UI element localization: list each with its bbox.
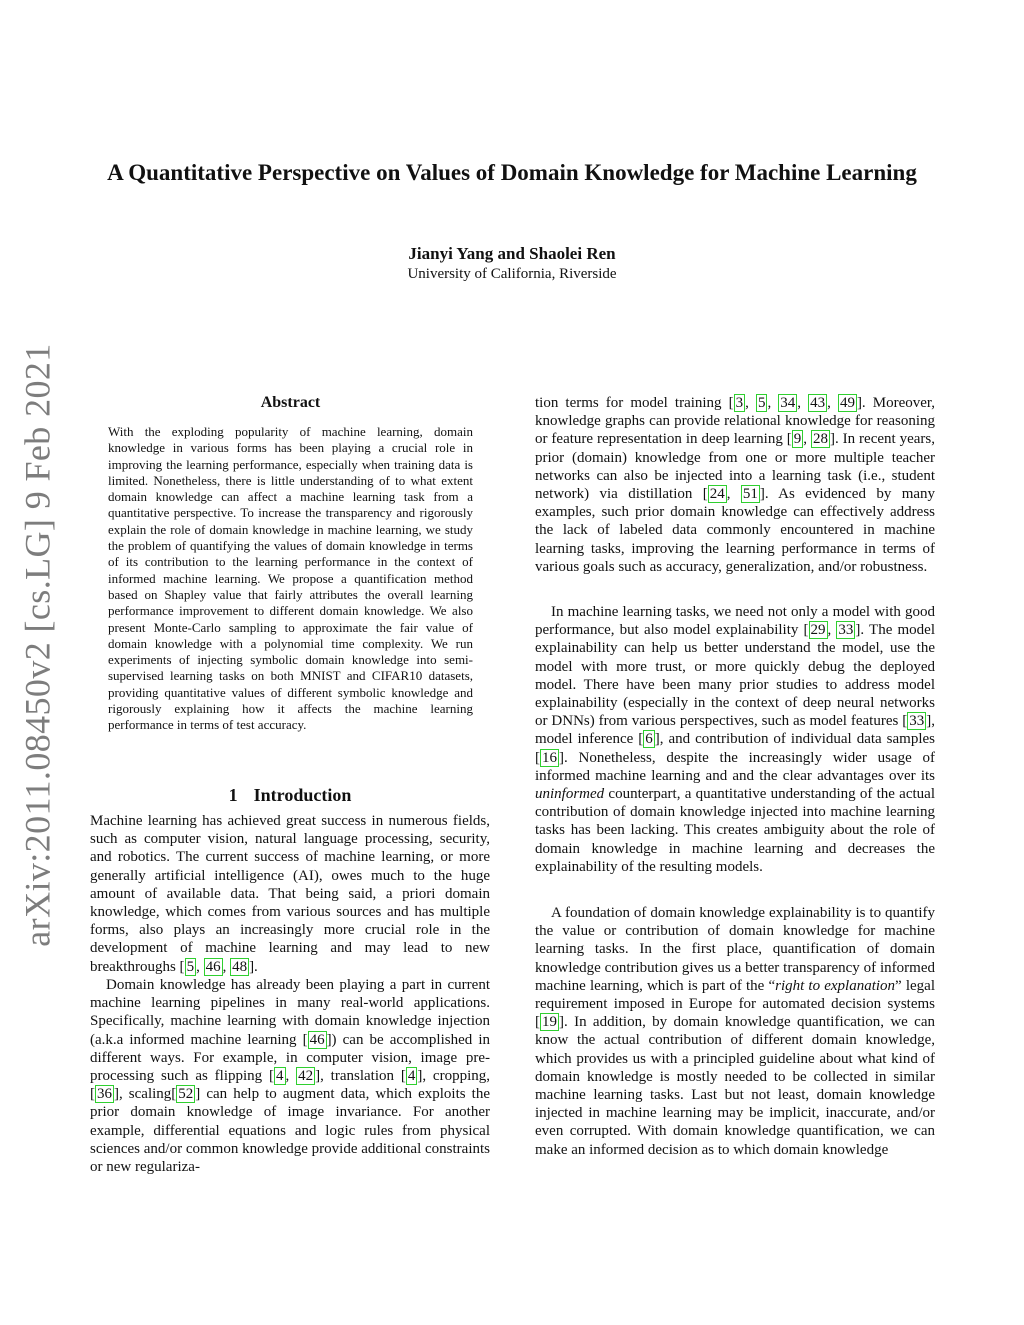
citation-link[interactable]: 42 [298, 1068, 314, 1085]
intro-paragraph-4 [535, 904, 935, 1159]
text-run: ]) can be accomplished in different ways. For example, in computer vision, image pre-processing such as flipping [ [90, 1031, 490, 1085]
citation-link[interactable]: 19 [542, 1014, 557, 1031]
citation-link[interactable]: 24 [709, 486, 725, 503]
citation-link[interactable]: 5 [757, 395, 766, 411]
section-heading-introduction [90, 785, 490, 806]
citation-link[interactable]: 48 [232, 958, 248, 975]
text-run: A foundation of domain knowledge explainability is to quantify the value or contribution of domain knowledge for machine learning tasks. In the first place, quantification of domain knowledge contribution gives us a better transparency of informed machine learning, which is part of the “ [535, 905, 935, 994]
citation-link[interactable]: 28 [812, 431, 828, 448]
citation-link[interactable]: 52 [178, 1086, 194, 1103]
citation-link[interactable]: 3 [735, 395, 744, 411]
citation-link[interactable]: 43 [810, 395, 826, 411]
text-run: ], model inference [ [535, 713, 935, 748]
text-run: ]. As evidenced by many examples, such prior domain knowledge can effectively address the lack of labeled data commonly encountered in machine learning tasks, improving the learning performance in terms of various goals such as accuracy, generalization, and/or robustness. [535, 486, 936, 575]
citation-link[interactable]: 5 [186, 958, 195, 975]
emphasis: uninformed [535, 786, 605, 803]
text-run: , [803, 431, 811, 448]
citation-link[interactable]: 49 [839, 395, 855, 411]
text-run: , [767, 395, 779, 411]
paper-authors: Jianyi Yang and Shaolei Ren [408, 244, 616, 263]
text-run: ]. The model explainability can help us better understand the model, use the model with more trust, or more quickly debug the deployed model. There have been many prior studies to address model explainability (especially in the context of deep neural networks or DNNs) from various perspectives, such as model features [ [535, 622, 935, 730]
text-run: , [745, 395, 756, 411]
citation-link[interactable]: 6 [645, 731, 653, 748]
citation-link[interactable]: 33 [909, 713, 925, 730]
text-run: In machine learning tasks, we need not only a model with good performance, but also model explainability [ [535, 604, 935, 639]
text-run: ], and contribution of individual data samples [ [535, 731, 936, 766]
text-run: ]. [249, 958, 258, 975]
text-run: ], translation [ [315, 1068, 406, 1085]
citation-link[interactable]: 46 [309, 1031, 325, 1048]
text-run: , [196, 958, 204, 975]
intro-paragraph-2-continued [535, 394, 935, 576]
citation-link[interactable]: 16 [542, 749, 557, 766]
text-run: , [726, 486, 741, 503]
text-run: Domain knowledge has already been playing a part in current machine learning pipelines in many real-world applications. Specifically, machine learning with domain knowledge injection (a.k.a informed machine learning [ [90, 977, 490, 1048]
intro-paragraph-1 [90, 812, 490, 976]
arxiv-identifier [10, 343, 66, 947]
citation-link[interactable]: 29 [810, 622, 826, 639]
text-run: tion terms for model training [ [535, 395, 734, 411]
intro-paragraph-3 [535, 603, 935, 876]
text-run: ] can help to augment data, which exploits the prior domain knowledge of image invariance. For another example, differential equations and logic rules from physical sciences and/or common knowledge provide additional constraints or new regulariza- [90, 1086, 490, 1176]
text-run: ]. Moreover, knowledge graphs can provide relational knowledge for reasoning or feature representation in deep learning [ [535, 395, 936, 448]
citation-link[interactable]: 9 [793, 431, 802, 448]
section-title: Introduction [253, 785, 352, 805]
text-run: , [827, 395, 838, 411]
text-run: counterpart, a quantitative understanding of the actual contribution of domain knowledge injected into machine learning tasks has been lacking. This creates ambiguity about the role of domain knowledge in machine learning and decreases the explainability of the resulting models. [535, 786, 935, 875]
citation-link[interactable]: 36 [97, 1086, 112, 1103]
text-run: Machine learning has achieved great success in numerous fields, such as computer vision, natural language processing, security, and robotics. The current success of machine learning, or more generally artificial intelligence (AI), owes much to the huge amount of available data. That being said, a priori domain knowledge, which comes from various sources and has multiple forms, also plays an increasingly more crucial role in the development of machine learning and may lead to new breakthroughs [ [90, 813, 490, 975]
text-run: ]. Nonetheless, despite the increasingly wider usage of informed machine learning and and the clear advantages over its [535, 749, 935, 784]
text-run: , [285, 1068, 297, 1085]
text-run: ], scaling[ [114, 1086, 177, 1103]
citation-link[interactable]: 4 [407, 1068, 416, 1085]
text-run: , [222, 958, 231, 975]
text-run: ]. In addition, by domain knowledge quantification, we can know the actual contribution of different domain knowledge, which provides us with a principled guideline about what kind of domain knowledge is mostly needed to be collected in similar machine learning tasks. Last but not least, domain knowledge injected in machine learning may be implicit, inaccurate, and/or even corrupted. With domain knowledge quantification, we can make an informed decision as to which domain knowledge [535, 1014, 935, 1158]
citation-link[interactable]: 46 [205, 958, 221, 975]
emphasis: right to explanation [775, 977, 896, 994]
citation-link[interactable]: 33 [838, 622, 854, 639]
arxiv-identifier-text: arXiv:2011.08450v2 [cs.LG] 9 Feb 2021 [18, 343, 59, 947]
section-number: 1 [228, 785, 238, 805]
text-run: ]. In recent years, prior (domain) knowledge from one or more multiple teacher networks can also be injected into a learning task (i.e., student network) via distillation [ [535, 431, 936, 503]
text-run: , [827, 622, 837, 639]
citation-link[interactable]: 34 [780, 395, 796, 411]
text-run: , [797, 395, 809, 411]
text-run: ” legal requirement imposed in Europe for automated decision systems [ [535, 977, 935, 1031]
citation-link[interactable]: 51 [742, 486, 758, 503]
intro-paragraph-2 [90, 976, 490, 1176]
paper-affiliation: University of California, Riverside [407, 266, 617, 282]
paper-title: A Quantitative Perspective on Values of Domain Knowledge for Machine Learning [107, 160, 917, 185]
abstract-text: With the exploding popularity of machine learning, domain knowledge in various forms has been playing a crucial role in improving the learning performance, especially when training data is limited. Nonetheless, there is little understanding of to what extent domain knowledge can affect a machine learning task from a quantitative perspective. To increase the transparency and rigorously explain the role of domain knowledge in machine learning, we study the problem of quantifying the values of domain knowledge in terms of its contribution to the learning performance in the context of informed machine learning. We propose a quantification method based on Shapley value that fairly attributes the overall learning performance improvement to different domain knowledge. We also present Monte-Carlo sampling to approximate the fair value of domain knowledge with a polynomial time complexity. We run experiments of injecting symbolic domain knowledge into semi-supervised learning tasks on both MNIST and CIFAR10 datasets, providing quantitative values of different symbolic knowledge and rigorously explaining how it affects the machine learning performance in terms of test accuracy. [108, 424, 473, 733]
citation-link[interactable]: 4 [276, 1068, 284, 1085]
abstract-heading: Abstract [260, 394, 321, 411]
text-run: ], cropping, [ [90, 1068, 490, 1103]
